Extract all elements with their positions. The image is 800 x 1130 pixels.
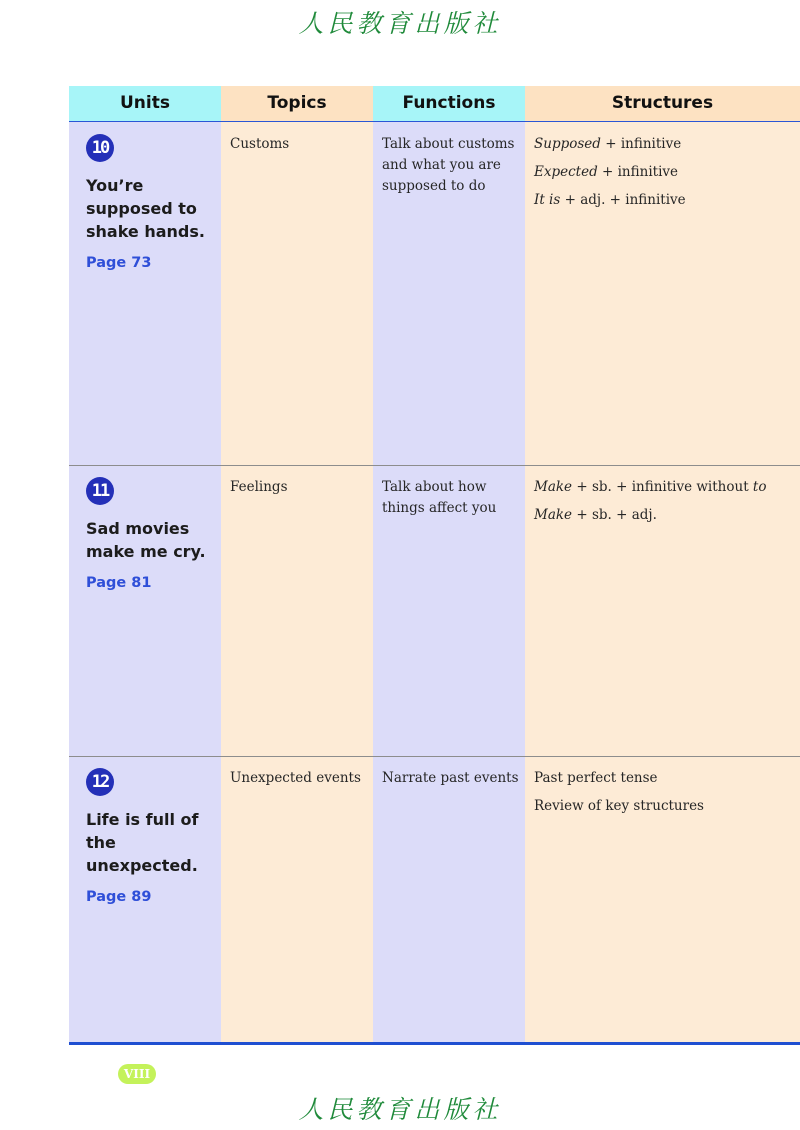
unit-page-link[interactable]: Page 73 [86, 255, 152, 271]
unit-cell [86, 122, 216, 271]
unit-cell [86, 465, 216, 591]
topics-column-bg [221, 86, 373, 1044]
function-cell: Narrate past events [382, 770, 519, 786]
unit-page-link[interactable]: Page 81 [86, 575, 152, 591]
publisher-logo-bottom: 人民教育出版社 [298, 1095, 502, 1124]
function-cell: Talk about how things affect you [382, 479, 497, 516]
header-topics: Topics [221, 86, 373, 121]
header-structures: Structures [525, 86, 800, 121]
unit-page-link[interactable]: Page 89 [86, 889, 152, 905]
unit-title: Sad movies make me cry. [86, 519, 206, 561]
table-bottom-rule [69, 1042, 800, 1045]
unit-number-badge: 12 [86, 768, 114, 796]
structures-cell [534, 756, 796, 824]
structure-line: Supposed + infinitive [534, 136, 682, 152]
structure-line: Expected + infinitive [534, 164, 679, 180]
function-cell: Talk about customs and what you are supposed to do [382, 136, 515, 194]
unit-cell [86, 756, 216, 905]
structure-line: Make + sb. + adj. [534, 507, 657, 523]
structure-line: Past perfect tense [534, 770, 658, 786]
header-units: Units [69, 86, 221, 121]
publisher-logo-top: 人民教育出版社 [298, 9, 502, 38]
structures-column-bg [525, 86, 800, 1044]
topic-cell: Feelings [230, 479, 288, 495]
functions-column-bg [373, 86, 525, 1044]
units-table [69, 86, 800, 1044]
structure-line: It is + adj. + infinitive [534, 192, 686, 208]
structure-line: Make + sb. + infinitive without to [534, 479, 767, 495]
structures-cell [534, 465, 796, 533]
topic-cell: Unexpected events [230, 770, 361, 786]
unit-title: Life is full of the unexpected. [86, 810, 199, 875]
unit-number-badge: 10 [86, 134, 114, 162]
unit-number-badge: 11 [86, 477, 114, 505]
header-functions: Functions [373, 86, 525, 121]
unit-title: You’re supposed to shake hands. [86, 176, 205, 241]
structure-line: Review of key structures [534, 798, 704, 814]
topic-cell: Customs [230, 136, 290, 152]
structures-cell [534, 122, 796, 218]
page-number-badge: VIII [118, 1064, 156, 1084]
